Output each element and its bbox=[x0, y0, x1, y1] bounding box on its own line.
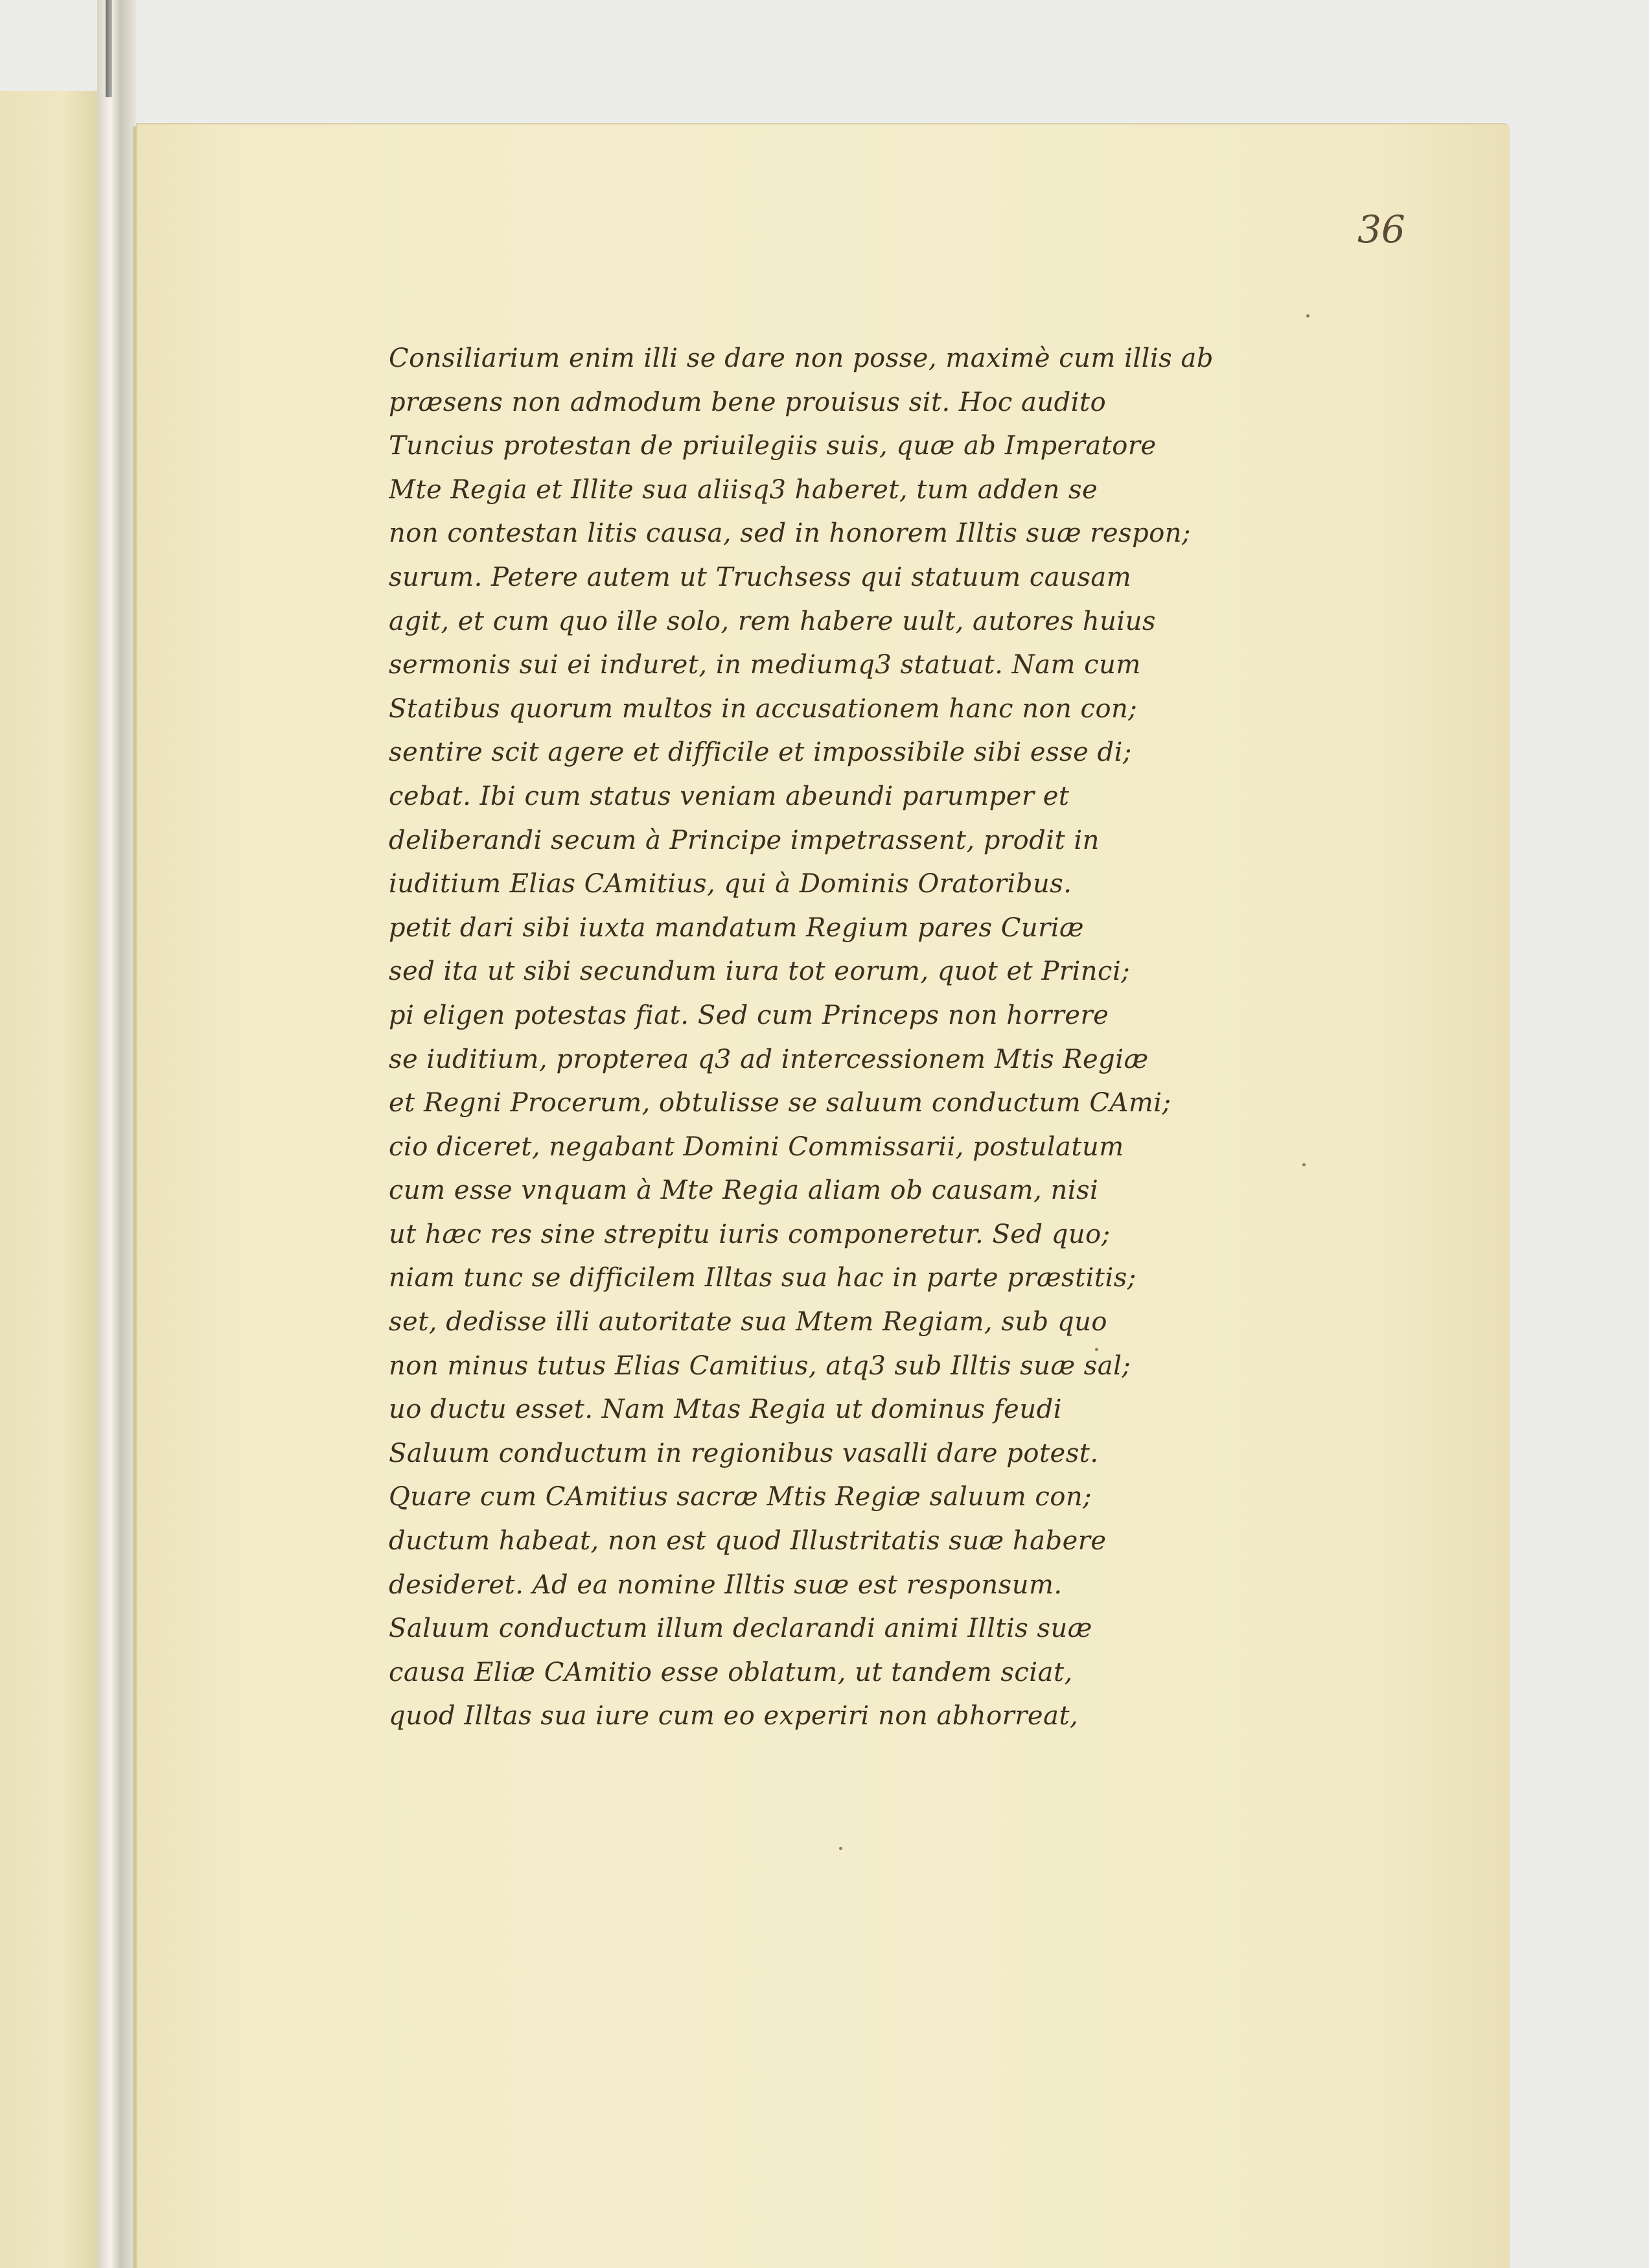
paper-speck bbox=[1095, 1348, 1098, 1351]
text-line: Statibus quorum multos in accusationem hanc non con; bbox=[389, 693, 1138, 724]
text-line: præsens non admodum bene prouisus sit. Hoc audito bbox=[389, 387, 1107, 417]
text-line: causa Eliæ CAmitio esse oblatum, ut tandem sciat, bbox=[389, 1657, 1073, 1687]
text-line: niam tunc se difficilem Illtas sua hac in parte præstitis; bbox=[389, 1263, 1136, 1293]
manuscript-text bbox=[389, 337, 1387, 1739]
text-line: ut hæc res sine strepitu iuris componeretur. Sed quo; bbox=[389, 1219, 1111, 1249]
text-line: se iuditium, propterea q3 ad intercessionem Mtis Regiæ bbox=[389, 1044, 1149, 1074]
text-line: cio diceret, negabant Domini Commissarii, postulatum bbox=[389, 1131, 1124, 1162]
text-line: cebat. Ibi cum status veniam abeundi parumper et bbox=[389, 781, 1070, 811]
text-line: deliberandi secum à Principe impetrassent, prodit in bbox=[389, 825, 1100, 855]
paper-speck bbox=[1302, 1163, 1306, 1166]
text-line: surum. Petere autem ut Truchsess qui statuum causam bbox=[389, 562, 1132, 592]
text-line: non minus tutus Elias Camitius, atq3 sub Illtis suæ sal; bbox=[389, 1350, 1131, 1381]
text-line: Consiliarium enim illi se dare non posse, maximè cum illis ab bbox=[389, 343, 1214, 373]
folio-number: 36 bbox=[1357, 207, 1405, 251]
paper-speck bbox=[1306, 314, 1309, 318]
text-line: cum esse vnquam à Mte Regia aliam ob causam, nisi bbox=[389, 1175, 1099, 1206]
text-line: et Regni Procerum, obtulisse se saluum conductum CAmi; bbox=[389, 1088, 1171, 1118]
text-line: ductum habeat, non est quod Illustritatis suæ habere bbox=[389, 1526, 1107, 1556]
text-line: Saluum conductum illum declarandi animi Illtis suæ bbox=[389, 1614, 1092, 1644]
binding-shadow bbox=[106, 0, 112, 97]
text-line: sermonis sui ei induret, in mediumq3 statuat. Nam cum bbox=[389, 650, 1141, 680]
text-line: agit, et cum quo ille solo, rem habere uult, autores huius bbox=[389, 606, 1156, 636]
text-line: Tuncius protestan de priuilegiis suis, quæ ab Imperatore bbox=[389, 431, 1157, 461]
text-line: set, dedisse illi autoritate sua Mtem Regiam, sub quo bbox=[389, 1307, 1107, 1337]
text-line: Quare cum CAmitius sacræ Mtis Regiæ saluum con; bbox=[389, 1482, 1092, 1512]
binding-strip bbox=[97, 0, 136, 2268]
text-line: quod Illtas sua iure cum eo experiri non abhorreat, bbox=[389, 1701, 1079, 1731]
text-line: desideret. Ad ea nomine Illtis suæ est responsum. bbox=[389, 1569, 1063, 1600]
text-line: Saluum conductum in regionibus vasalli dare potest. bbox=[389, 1438, 1099, 1468]
text-line: sed ita ut sibi secundum iura tot eorum, quot et Princi; bbox=[389, 956, 1131, 987]
text-line: pi eligen potestas fiat. Sed cum Princeps non horrere bbox=[389, 1000, 1109, 1030]
text-line: non contestan litis causa, sed in honorem Illtis suæ respon; bbox=[389, 518, 1192, 549]
text-line: sentire scit agere et difficile et impossibile sibi esse di; bbox=[389, 737, 1132, 768]
text-line: uo ductu esset. Nam Mtas Regia ut dominus feudi bbox=[389, 1394, 1063, 1425]
text-line: Mte Regia et Illite sua aliisq3 haberet, tum adden se bbox=[389, 474, 1098, 505]
manuscript-page bbox=[136, 123, 1510, 2268]
text-line: iuditium Elias CAmitius, qui à Dominis Oratoribus. bbox=[389, 869, 1072, 899]
paper-speck bbox=[839, 1847, 842, 1850]
text-line: petit dari sibi iuxta mandatum Regium pares Curiæ bbox=[389, 912, 1085, 943]
left-page-edge bbox=[0, 91, 113, 2268]
